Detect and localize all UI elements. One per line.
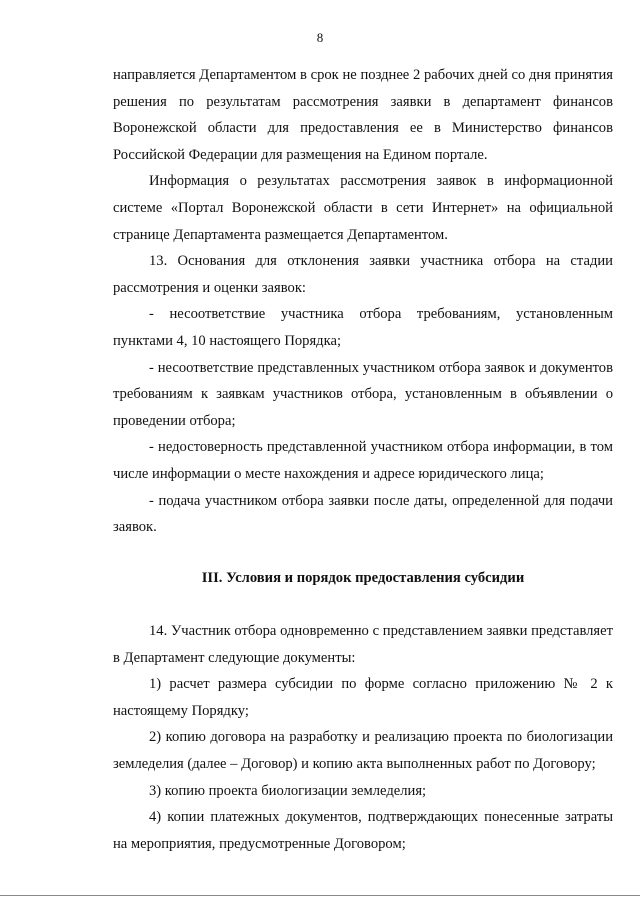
paragraph: - несоответствие участника отбора требованиям, установленным пунктами 4, 10 настоящего Порядка; <box>113 306 613 349</box>
paragraph: Информация о результатах рассмотрения заявок в информационной системе «Портал Воронежской области в сети Интернет» на официальной странице Департамента размещается Департаментом. <box>113 173 613 243</box>
paragraph: 3) копию проекта биологизации земледелия; <box>149 782 427 799</box>
page-number: 8 <box>316 30 324 45</box>
paragraph: 4) копии платежных документов, подтверждающих понесенные затраты на мероприятия, предусмотренные Договором; <box>113 809 613 852</box>
paragraph: направляется Департаментом в срок не позднее 2 рабочих дней со дня принятия решения по результатам рассмотрения заявки в департамент финансов Воронежской области для предоставления ее в Министерство финансов Российской Федерации для размещения на Едином портале. <box>113 67 613 163</box>
paragraph: 2) копию договора на разработку и реализацию проекта по биологизации земледелия (далее – Договор) и копию акта выполненных работ по Договору; <box>113 729 613 772</box>
paragraph: - несоответствие представленных участником отбора заявок и документов требованиям к заявкам участников отбора, установленным в объявлении о проведении отбора; <box>113 359 613 429</box>
body-text-bottom <box>113 618 613 857</box>
section-title: III. Условия и порядок предоставления субсидии <box>201 570 525 586</box>
body-text-top <box>113 62 613 541</box>
paragraph: 1) расчет размера субсидии по форме согласно приложению № 2 к настоящему Порядку; <box>113 676 613 719</box>
paragraph: 13. Основания для отклонения заявки участника отбора на стадии рассмотрения и оценки заявок: <box>113 253 613 296</box>
paragraph: - подача участником отбора заявки после даты, определенной для подачи заявок. <box>113 492 613 536</box>
page-bottom-edge <box>0 895 640 896</box>
paragraph: - недостоверность представленной участником отбора информации, в том числе информации о месте нахождения и адресе юридического лица; <box>113 439 613 482</box>
paragraph: 14. Участник отбора одновременно с представлением заявки представляет в Департамент следующие документы: <box>113 623 613 666</box>
